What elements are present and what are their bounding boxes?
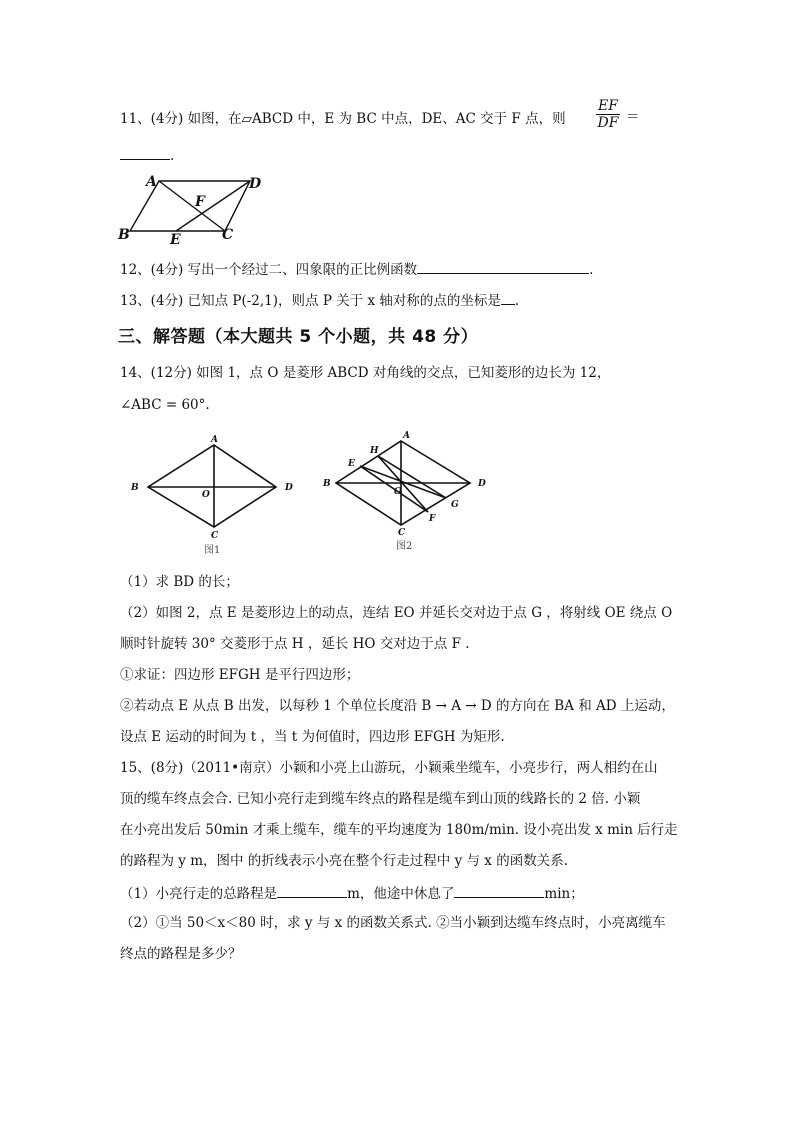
parallelogram-symbol: ▱ (241, 111, 252, 127)
q11-fraction (596, 98, 620, 132)
rhombus-figure-2 (320, 428, 495, 553)
q12-answer-blank[interactable] (417, 259, 589, 274)
label-a: A (403, 431, 410, 441)
figure-1-caption: 图1 (204, 545, 221, 556)
q15-part1-a: （1）小亮行走的总路程是 (120, 886, 278, 902)
section-heading: 三、解答题（本大题共 5 个小题，共 48 分） (118, 327, 479, 347)
total-distance-blank[interactable] (277, 883, 347, 898)
q11-rest: ABCD 中，E 为 BC 中点，DE、AC 交于 F 点，则 (251, 111, 566, 127)
label-c: C (211, 531, 219, 541)
q15-line4: 的路程为 y m，图中 的折线表示小亮在整个行走过程中 y 与 x 的函数关系. (120, 853, 568, 869)
parallelogram-figure (115, 170, 265, 245)
q11-period: . (170, 148, 175, 164)
figure-2-caption: 图2 (396, 541, 413, 552)
label-c: C (222, 227, 234, 243)
q14-part2-line2: 顺时针旋转 30° 交菱形于点 H ，延长 HO 交对边于点 F . (120, 636, 470, 652)
q13-period: . (514, 293, 520, 309)
label-d: D (249, 176, 262, 192)
q14-part2a: ①求证：四边形 EFGH 是平行四边形； (120, 667, 360, 683)
q14-line2: ∠ABC = 60°. (120, 397, 210, 413)
q15-line1: 15、(8分)（2011•南京）小颖和小亮上山游玩，小颖乘坐缆车，小亮步行，两人相约在山 (120, 760, 658, 776)
q13-text (120, 290, 519, 310)
q14-part2-line1: （2）如图 2，点 E 是菱形边上的动点，连结 EO 并延长交对边于点 G ，将射线 OE 绕点 O (120, 605, 673, 621)
q11-text (120, 110, 566, 128)
label-d: D (478, 479, 486, 489)
rest-time-blank[interactable] (454, 883, 544, 898)
q15-part1-c: min； (544, 886, 584, 902)
segment-de (176, 181, 250, 231)
label-a: A (211, 435, 218, 445)
q12-period: . (589, 262, 594, 278)
q11-equals: ＝ (626, 109, 640, 125)
label-f: F (195, 194, 205, 210)
diagonal-ac (159, 181, 225, 231)
rhombus-figure-1 (128, 432, 308, 557)
q13-answer-blank[interactable] (501, 290, 515, 305)
q15-line2: 顶的缆车终点会合. 已知小亮行走到缆车终点的路程是缆车到山顶的线路长的 2 倍. 小颖 (120, 791, 641, 807)
label-e: E (348, 459, 355, 469)
q11-answer-line (120, 145, 174, 165)
label-g: G (451, 500, 459, 510)
answer-blank[interactable] (120, 145, 170, 160)
q14-part2b-line1: ②若动点 E 从点 B 出发，以每秒 1 个单位长度沿 B → A → D 的方向在 BA 和 AD 上运动， (120, 698, 675, 714)
rhombus-outline (148, 445, 276, 527)
label-f: F (429, 514, 436, 524)
fraction-numerator: EF (598, 98, 618, 114)
q12-question: 12、(4分) 写出一个经过二、四象限的正比例函数 (120, 262, 418, 278)
label-o: O (202, 490, 210, 500)
q14-line1: 14、(12分) 如图 1，点 O 是菱形 ABCD 对角线的交点，已知菱形的边长为 12， (120, 365, 611, 381)
label-e: E (170, 232, 181, 245)
label-h: H (370, 446, 379, 456)
q15-part2-line1: （2）①当 50＜x＜80 时，求 y 与 x 的函数关系式. ②当小颖到达缆车终点时，小亮离缆车 (120, 915, 666, 931)
q12-text (120, 259, 593, 279)
q15-part2-line2: 终点的路程是多少？ (120, 946, 242, 962)
label-d: D (285, 483, 293, 493)
label-b: B (118, 227, 130, 243)
label-a: A (146, 174, 157, 190)
q15-part1-b: m，他途中休息了 (347, 886, 455, 902)
q13-question: 13、(4分) 已知点 P(-2,1)，则点 P 关于 x 轴对称的点的坐标是 (120, 293, 501, 309)
label-b: B (131, 483, 139, 493)
q14-part1: （1）求 BD 的长； (120, 574, 239, 590)
q14-part2b-line2: 设点 E 运动的时间为 t ，当 t 为何值时，四边形 EFGH 为矩形. (120, 729, 505, 745)
label-o: O (394, 487, 402, 497)
label-b: B (323, 479, 331, 489)
q11-prefix: 11、(4分) 如图，在 (120, 111, 242, 127)
q15-line3: 在小亮出发后 50min 才乘上缆车，缆车的平均速度为 180m/min. 设小亮出发 x min 后行走 (120, 822, 678, 838)
label-c: C (398, 528, 406, 538)
fraction-denominator: DF (597, 115, 619, 131)
q15-part1 (120, 883, 584, 903)
